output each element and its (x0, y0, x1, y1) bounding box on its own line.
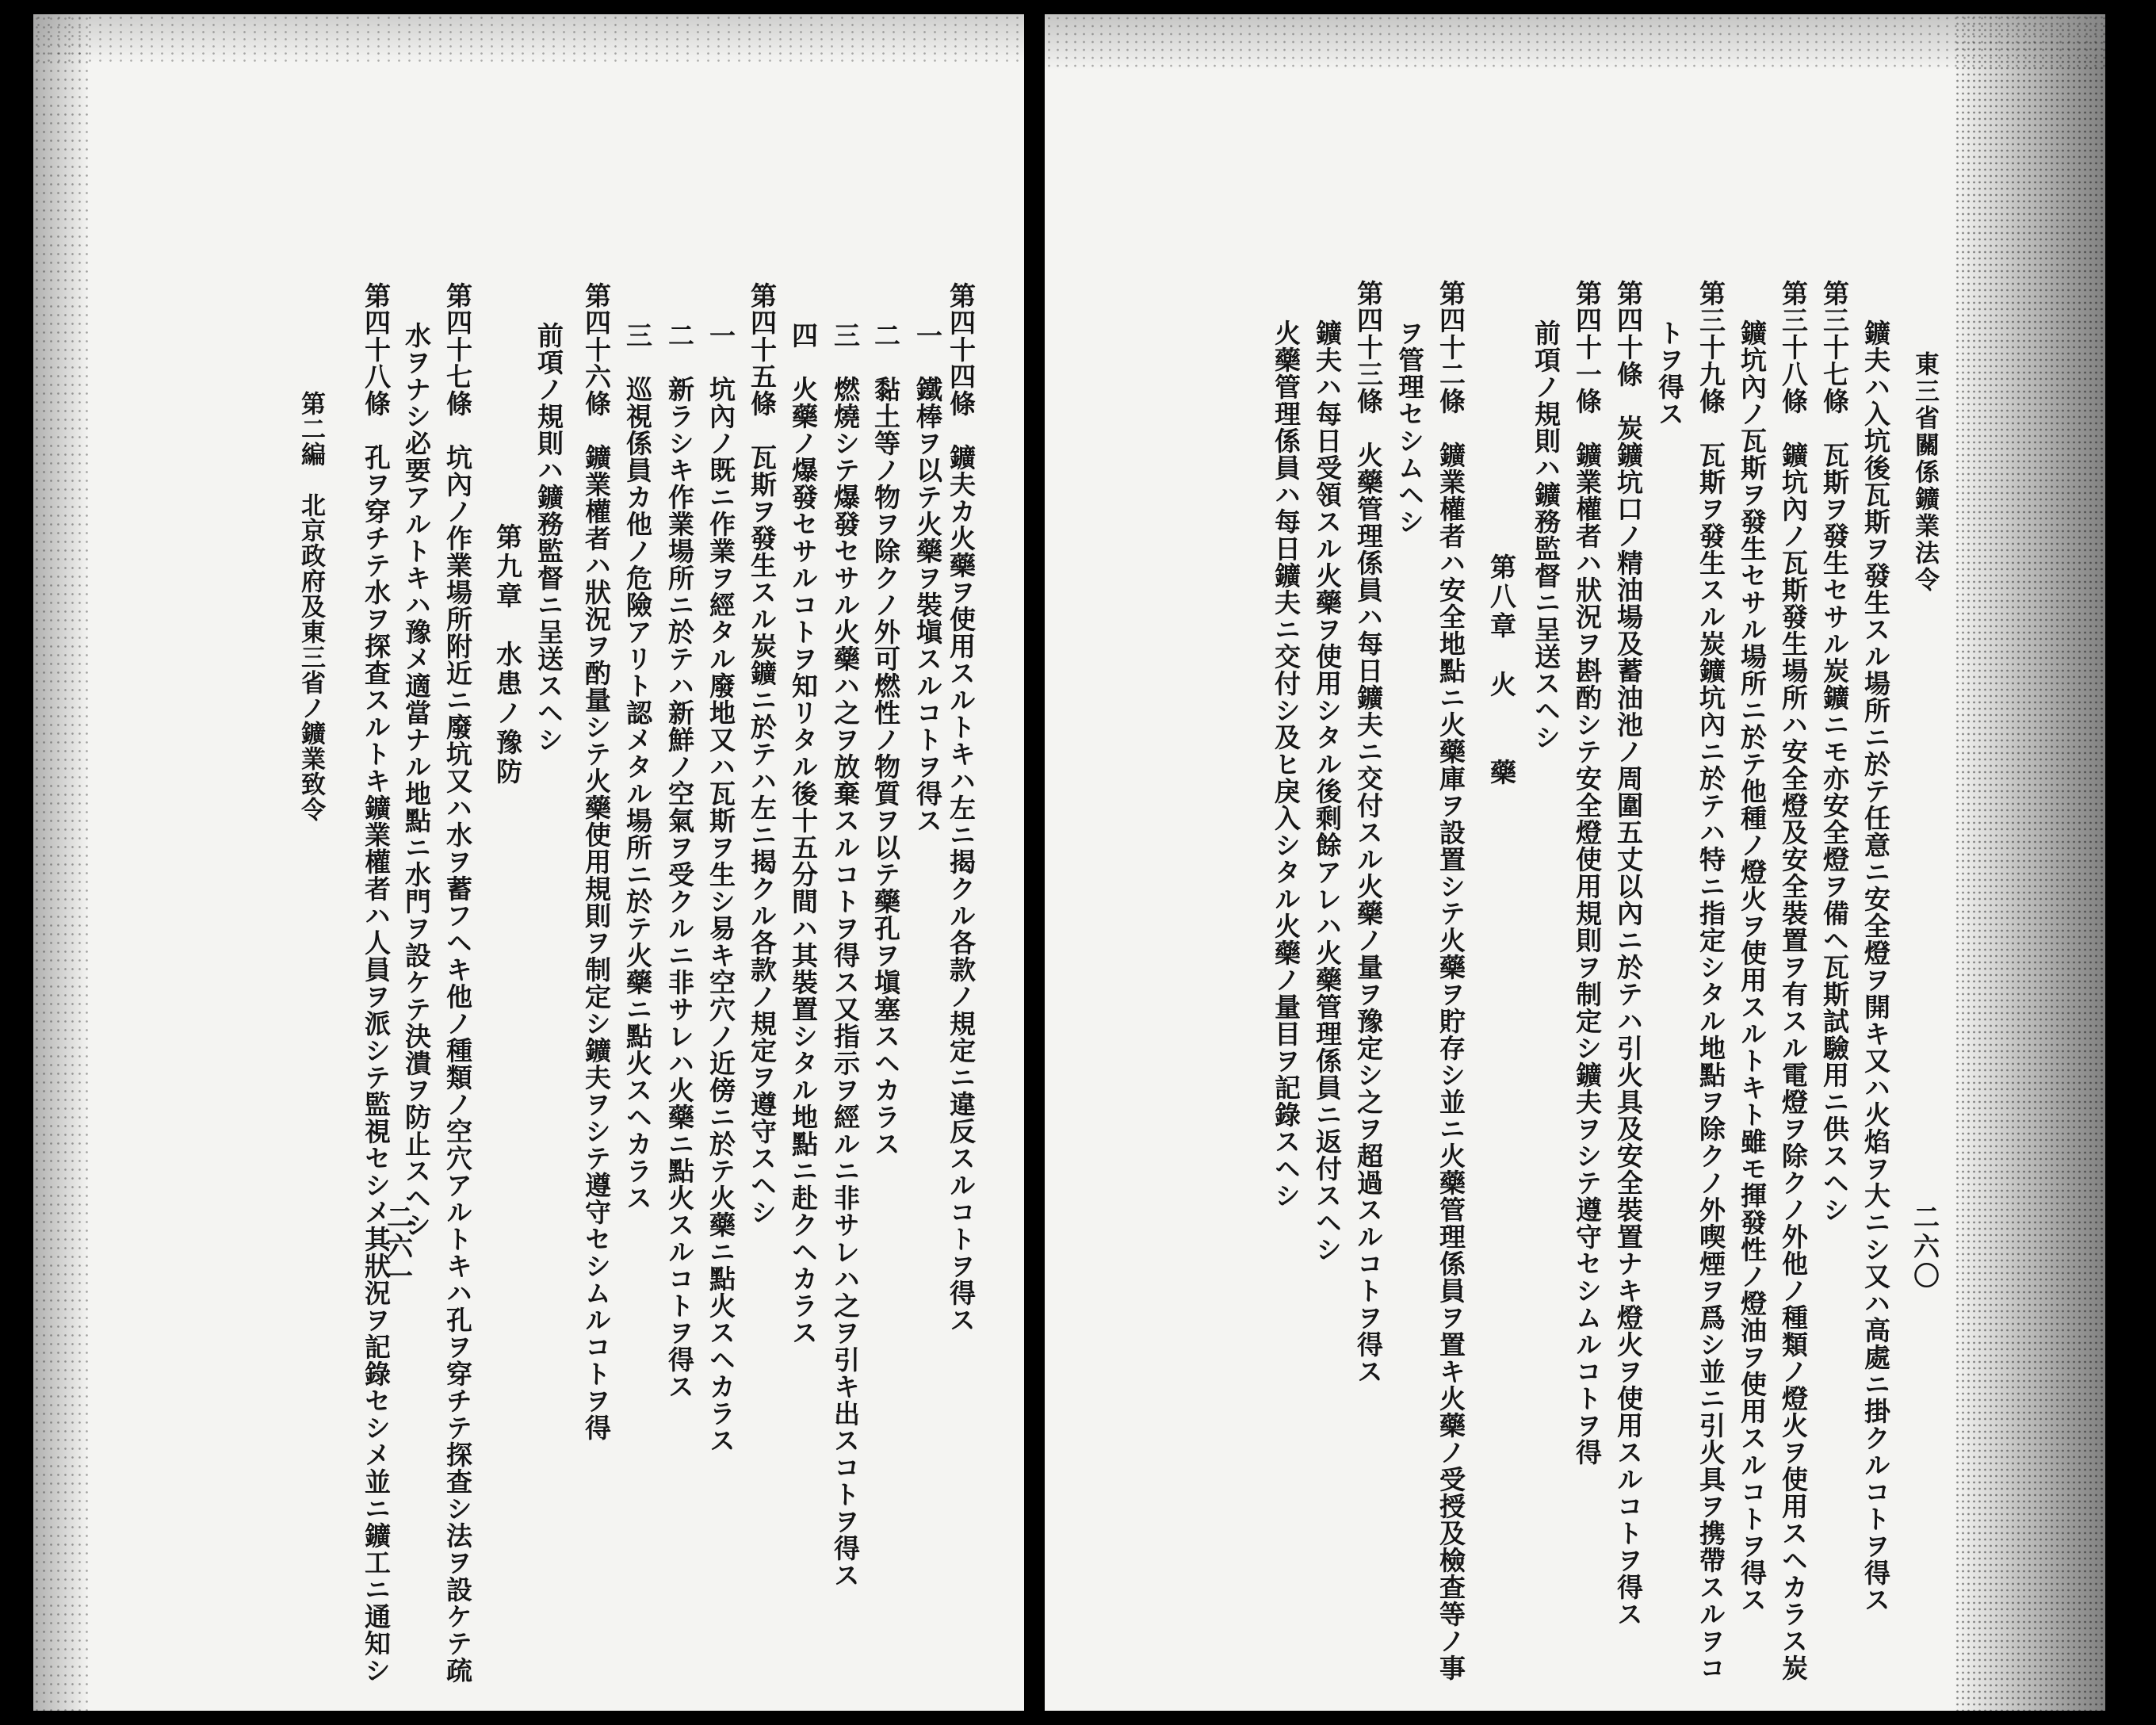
text-line: 第四十七條 坑內ノ作業場所附近ニ廢坑又ハ水ヲ蓄フヘキ他ノ種類ノ空穴アルトキハ孔ヲ穿チテ探查シ法ヲ設ケテ疏 (442, 282, 473, 1684)
text-line: 第四十二條 鑛業權者ハ安全地點ニ火藥庫ヲ設置シテ火藥ヲ貯存シ並ニ火藥管理係員ヲ置キ火藥ノ受授及檢查等ノ事 (1435, 280, 1466, 1681)
text-line: 第四十一條 鑛業權者ハ狀況ヲ斟酌シテ安全燈使用規則ヲ制定シ鑛夫ヲシテ遵守セシムルコトヲ得 (1572, 280, 1603, 1466)
page-number: 二六〇 (1909, 1203, 1940, 1291)
text-line: 二 黏土等ノ物ヲ除クノ外可燃性ノ物質ヲ以テ藥孔ヲ塡塞スヘカラス (870, 322, 901, 1157)
text-line: ヲ管理セシムヘシ (1394, 319, 1425, 535)
text-line: トヲ得ス (1654, 319, 1685, 427)
text-line: 第四十四條 鑛夫カ火藥ヲ使用スルトキハ左ニ揭クル各款ノ規定ニ違反スルコトヲ得ス (946, 282, 977, 1333)
text-line: 火藥管理係員ハ每日鑛夫ニ交付シ及ヒ戾入シタル火藥ノ量目ヲ記錄スヘシ (1271, 319, 1302, 1209)
chapter-heading: 第九章 水患ノ豫防 (492, 523, 523, 787)
right-page (1045, 14, 2105, 1711)
text-line: 第三十八條 鑛坑內ノ瓦斯發生場所ハ安全燈及安全裝置ヲ有スル電燈ヲ除クノ外他ノ種類ノ燈火ヲ使用スヘカラス炭 (1778, 280, 1809, 1681)
text-line: 鑛夫ハ入坑後瓦斯ヲ發生スル場所ニ於テ任意ニ安全燈ヲ開キ又ハ火焰ヲ大ニシ又ハ高處ニ掛クルコトヲ得ス (1860, 319, 1891, 1613)
text-line: 第四十條 炭鑛坑口ノ精油場及蓄油池ノ周圍五丈以內ニ於テハ引火具及安全裝置ナキ燈火ヲ使用スルコトヲ得ス (1613, 280, 1644, 1627)
text-line: 一 坑內ノ既ニ作業ヲ經タル廢地又ハ瓦斯ヲ生シ易キ空穴ノ近傍ニ於テ火藥ニ點火スヘカラス (705, 322, 736, 1454)
chapter-heading: 第八章 火 藥 (1486, 553, 1517, 788)
text-line: 第四十八條 孔ヲ穿チテ水ヲ探查スルトキ鑛業權者ハ人員ヲ派シテ監視セシメ其狀況ヲ記錄セシメ並ニ鑛工ニ通知シ (361, 282, 392, 1684)
text-line: 第四十六條 鑛業權者ハ狀況ヲ酌量シテ火藥使用規則ヲ制定シ鑛夫ヲシテ遵守セシムルコトヲ得 (581, 282, 612, 1441)
text-line: 四 火藥ノ爆發セサルコトヲ知リタル後十五分間ハ其裝置シタル地點ニ赴クヘカラス (788, 322, 819, 1346)
text-line: 前項ノ規則ハ鑛務監督ニ呈送スヘシ (1531, 319, 1562, 751)
page-number: 二六一 (383, 1203, 414, 1291)
text-line: 水ヲナシ必要アルトキハ豫メ適當ナル地點ニ水門ヲ設ケテ決潰ヲ防止スヘシ (401, 322, 432, 1238)
text-line: 一 鐵棒ヲ以テ火藥ヲ裝塡スルコトヲ得ス (912, 322, 943, 834)
page-footer: 第二編 北京政府及東三省ノ鑛業致令 (296, 391, 325, 822)
left-page (33, 14, 1024, 1711)
text-line: 鑛坑內ノ瓦斯ヲ發生セサル場所ニ於テ他種ノ燈火ヲ使用スルトキト雖モ揮發性ノ燈油ヲ使用スルコトヲ得ス (1737, 319, 1768, 1613)
text-line: 鑛夫ハ每日受領スル火藥ヲ使用シタル後剩餘アレハ火藥管理係員ニ返付スヘシ (1312, 319, 1343, 1263)
text-line: 前項ノ規則ハ鑛務監督ニ呈送スヘシ (533, 322, 564, 753)
text-line: 二 新ラシキ作業場所ニ於テハ新鮮ノ空氣ヲ受クルニ非サレハ火藥ニ點火スルコトヲ得ス (664, 322, 695, 1400)
text-line: 三 巡視係員カ他ノ危險アリト認メタル場所ニ於テ火藥ニ點火スヘカラス (622, 322, 653, 1211)
text-line: 第四十五條 瓦斯ヲ發生スル炭鑛ニ於テハ左ニ揭クル各款ノ規定ヲ遵守スヘシ (747, 282, 778, 1226)
text-line: 第四十三條 火藥管理係員ハ每日鑛夫ニ交付スル火藥ノ量ヲ豫定シ之ヲ超過スルコトヲ得ス (1353, 280, 1384, 1385)
text-line: 三 燃燒シテ爆發セサル火藥ハ之ヲ放棄スルコトヲ得ス又指示ヲ經ルニ非サレハ之ヲ引キ出スコトヲ得ス (830, 322, 861, 1589)
book-gutter (1024, 0, 1045, 1725)
text-line: 第三十七條 瓦斯ヲ發生セサル炭鑛ニモ亦安全燈ヲ備ヘ瓦斯試驗用ニ供スヘシ (1819, 280, 1850, 1223)
running-header: 東三省關係鑛業法令 (1910, 351, 1939, 594)
text-line: 第三十九條 瓦斯ヲ發生スル炭鑛坑內ニ於テハ特ニ指定シタル地點ヲ除クノ外喫煙ヲ爲シ並ニ引火具ヲ携帶スルヲコ (1695, 280, 1726, 1681)
